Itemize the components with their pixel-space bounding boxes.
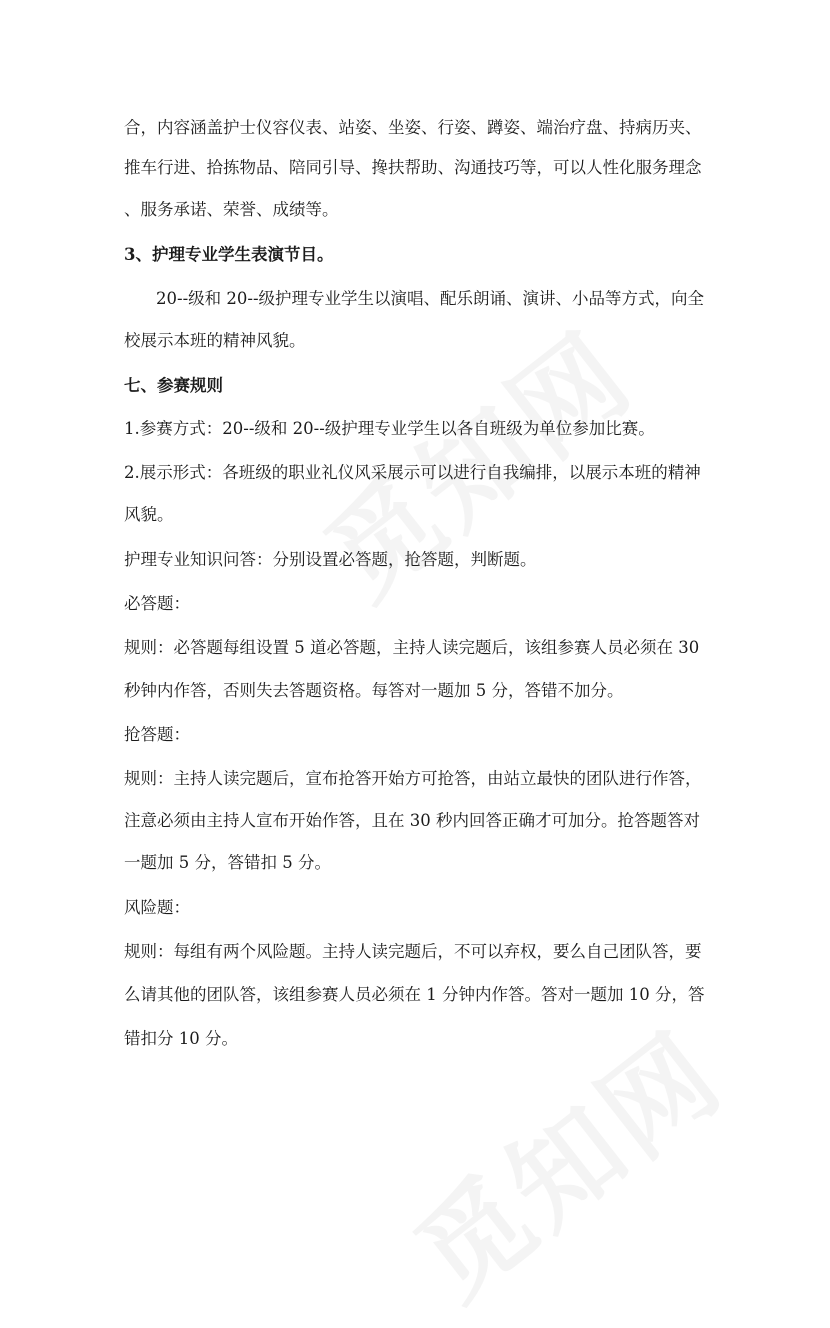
paragraph-line: 一题加 5 分，答错扣 5 分。 (124, 853, 331, 872)
watermark (288, 290, 660, 629)
paragraph-line: 20--级和 20--级护理专业学生以演唱、配乐朗诵、演讲、小品等方式，向全 (156, 289, 705, 308)
section-heading: 3、护理专业学生表演节目。 (124, 245, 334, 264)
paragraph-line: 推车行进、拾拣物品、陪同引导、搀扶帮助、沟通技巧等，可以人性化服务理念 (124, 158, 702, 177)
paragraph-line: 规则：主持人读完题后，宣布抢答开始方可抢答，由站立最快的团队进行作答， (124, 769, 702, 788)
rule-item: 1.参赛方式：20--级和 20--级护理专业学生以各自班级为单位参加比赛。 (124, 419, 655, 438)
subheading: 抢答题： (124, 725, 190, 744)
subheading: 风险题： (124, 898, 190, 917)
watermark (378, 990, 750, 1328)
paragraph-line: 秒钟内作答，否则失去答题资格。每答对一题加 5 分，答错不加分。 (124, 681, 624, 700)
paragraph-line: 规则：每组有两个风险题。主持人读完题后，不可以弃权，要么自己团队答，要 (124, 942, 702, 961)
paragraph-line: 规则：必答题每组设置 5 道必答题，主持人读完题后，该组参赛人员必须在 30 (124, 638, 700, 657)
paragraph-line: 注意必须由主持人宣布开始作答，且在 30 秒内回答正确才可加分。抢答题答对 (124, 811, 700, 830)
paragraph-line: 、服务承诺、荣誉、成绩等。 (124, 200, 339, 219)
rule-item: 2.展示形式：各班级的职业礼仪风采展示可以进行自我编排，以展示本班的精神 (124, 463, 701, 482)
paragraph-line: 校展示本班的精神风貌。 (124, 331, 306, 350)
section-heading: 七、参赛规则 (124, 376, 223, 395)
paragraph-line: 风貌。 (124, 505, 174, 524)
paragraph-line: 错扣分 10 分。 (124, 1029, 238, 1048)
subheading: 必答题： (124, 594, 190, 613)
paragraph-line: 护理专业知识问答：分别设置必答题，抢答题，判断题。 (124, 550, 537, 569)
paragraph-line: 么请其他的团队答，该组参赛人员必须在 1 分钟内作答。答对一题加 10 分，答 (124, 985, 705, 1004)
paragraph-line: 合，内容涵盖护士仪容仪表、站姿、坐姿、行姿、蹲姿、端治疗盘、持病历夹、 (124, 118, 702, 137)
